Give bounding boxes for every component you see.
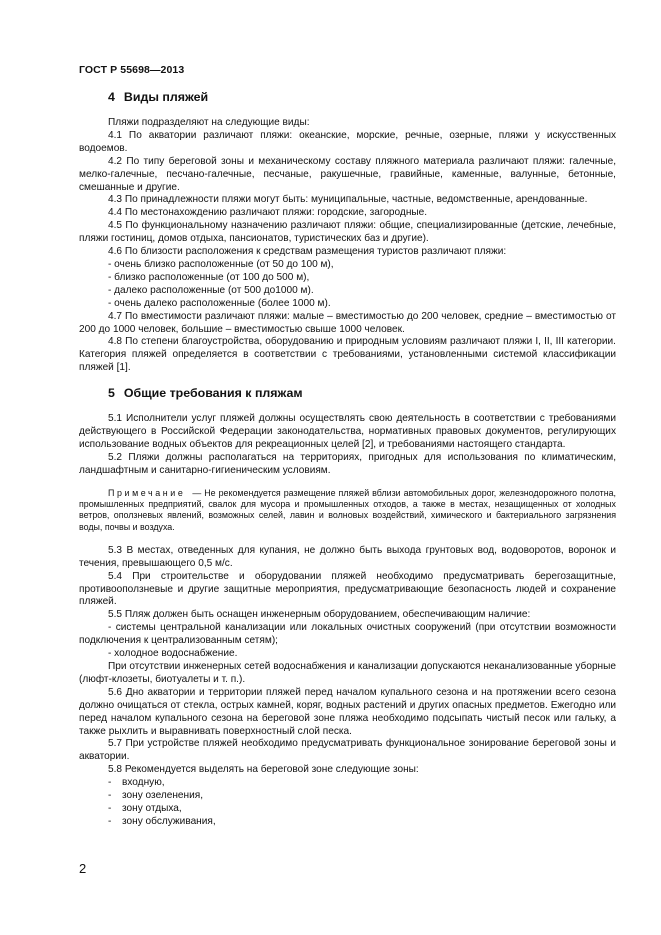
clause-5-5: 5.5 Пляж должен быть оснащен инженерным оборудованием, обеспечивающим наличие: — [108, 609, 531, 621]
clause-5-1: 5.1 Исполнители услуг пляжей должны осуществлять свою деятельность в соответствии с требованиями действующего в Российской Федерации законодательства, нормативных правовых документов, регулирующих использование водных объектов для рекреационных целей [2], и требованиями настоящего стандарта. — [79, 413, 616, 450]
note-block — [79, 488, 616, 533]
list-item-text: зону обслуживания, — [122, 815, 216, 827]
clause-4-4: 4.4 По местонахождению различают пляжи: городские, загородные. — [108, 207, 428, 219]
list-item: - очень далеко расположенные (более 1000 м). — [108, 297, 331, 309]
list-item: - очень близко расположенные (от 50 до 100 м), — [108, 258, 334, 270]
zones-list — [79, 777, 616, 829]
clause-4-1: 4.1 По акватории различают пляжи: океанские, морские, речные, озерные, пляжи у искусственных водоемов. — [79, 129, 616, 154]
section-5-heading — [79, 386, 616, 401]
list-item — [108, 790, 616, 803]
clause-4-8: 4.8 По степени благоустройства, оборудованию и природным условиям различают пляжи I, II, III категории. Категория пляжей определяется в соответствии с требованиями, установленными системой классификации пляжей [1]. — [79, 336, 616, 374]
list-item-text: зону озеленения, — [122, 790, 204, 802]
clause-5-8: 5.8 Рекомендуется выделять на береговой зоне следующие зоны: — [108, 764, 419, 776]
clause-5-3: 5.3 В местах, отведенных для купания, не должно быть выхода грунтовых вод, водоворотов, воронок и течения, превышающего 0,5 м/с. — [79, 544, 616, 569]
section-5-number: 5 — [108, 386, 115, 401]
list-item: - системы центральной канализации или локальных очистных сооружений (при отсутствии возможности подключения к централизованным сетям); — [79, 622, 616, 647]
document-code: ГОСТ Р 55698—2013 — [79, 64, 185, 76]
page-number: 2 — [79, 861, 87, 876]
list-dash: - — [108, 802, 112, 814]
clause-5-7: 5.7 При устройстве пляжей необходимо предусматривать функциональное зонирование береговой зоны и акватории. — [79, 738, 616, 763]
list-item — [108, 777, 616, 790]
list-item — [108, 803, 616, 816]
note-text: — Не рекомендуется размещение пляжей вблизи автомобильных дорог, железнодорожного полотна, промышленных предприятий, свалок для мусора и промышленных отходов, а также в местах, незащищенных от холодных ветров, оползневых явлений, возможных селей, лавин и волновых воздействий, химического и бактериального загрязнения воды, почвы и воздуха. — [79, 487, 616, 532]
document-body — [79, 90, 616, 829]
list-item-text: зону отдыха, — [122, 802, 182, 814]
list-dash: - — [108, 777, 112, 789]
clause-5-4: 5.4 При строительстве и оборудовании пляжей необходимо предусматривать берегозащитные, противооползневые и другие защитные мероприятия, предусматривающие безопасность людей и сохранение пляжей. — [79, 570, 616, 608]
list-item — [108, 816, 616, 829]
clause-4-2: 4.2 По типу береговой зоны и механическому составу пляжного материала различают пляжи: галечные, мелко-галечные, песчано-галечные, песчаные, ракушечные, гравийные, каменные, валунные, бетонные, смешанные и другие. — [79, 155, 616, 193]
clause-5-5-extra: При отсутствии инженерных сетей водоснабжения и канализации допускаются неканализованные уборные (люфт-клозеты, биотуалеты и т. п.). — [79, 661, 616, 685]
section-4-heading — [79, 90, 616, 105]
list-item: - близко расположенные (от 100 до 500 м), — [108, 271, 310, 283]
clause-4-5: 4.5 По функциональному назначению различают пляжи: общие, специализированные (детские, лечебные, пляжи гостиниц, домов отдыха, пансионатов, туристических баз и другие). — [79, 220, 616, 245]
section-5-title: Общие требования к пляжам — [123, 386, 303, 401]
list-dash: - — [108, 815, 112, 827]
section-4-intro: Пляжи подразделяют на следующие виды: — [108, 117, 310, 128]
clause-5-2: 5.2 Пляжи должны располагаться на территориях, пригодных для использования по климатическим, ландшафтным и санитарно-гигиеническим условиям. — [79, 451, 616, 476]
section-4-number: 4 — [108, 90, 115, 104]
section-4-title: Виды пляжей — [123, 90, 209, 104]
list-item-text: входную, — [122, 777, 165, 789]
list-item: - далеко расположенные (от 500 до1000 м). — [108, 284, 314, 296]
clause-4-3: 4.3 По принадлежности пляжи могут быть: муниципальные, частные, ведомственные, арендованные. — [108, 194, 588, 206]
list-dash: - — [108, 790, 112, 802]
note-label: Примечание — [108, 487, 186, 498]
clause-5-6: 5.6 Дно акватории и территории пляжей перед началом купального сезона и на протяжении всего сезона должно очищаться от стекла, острых камней, коряг, водных растений и других опасных предметов. Ежегодно или перед началом купального сезона на береговой зоне пляжа необходимо подсыпать чистый песок или гальку, а также рыхлить и выравнивать поверхностный слой песка. — [79, 686, 616, 737]
list-item: - холодное водоснабжение. — [108, 648, 238, 660]
clause-4-6: 4.6 По близости расположения к средствам размещения туристов различают пляжи: — [108, 246, 507, 258]
clause-4-7: 4.7 По вместимости различают пляжи: малые – вместимостью до 200 человек, средние – вместимостью от 200 до 1000 человек, большие – вместимостью свыше 1000 человек. — [79, 310, 616, 335]
